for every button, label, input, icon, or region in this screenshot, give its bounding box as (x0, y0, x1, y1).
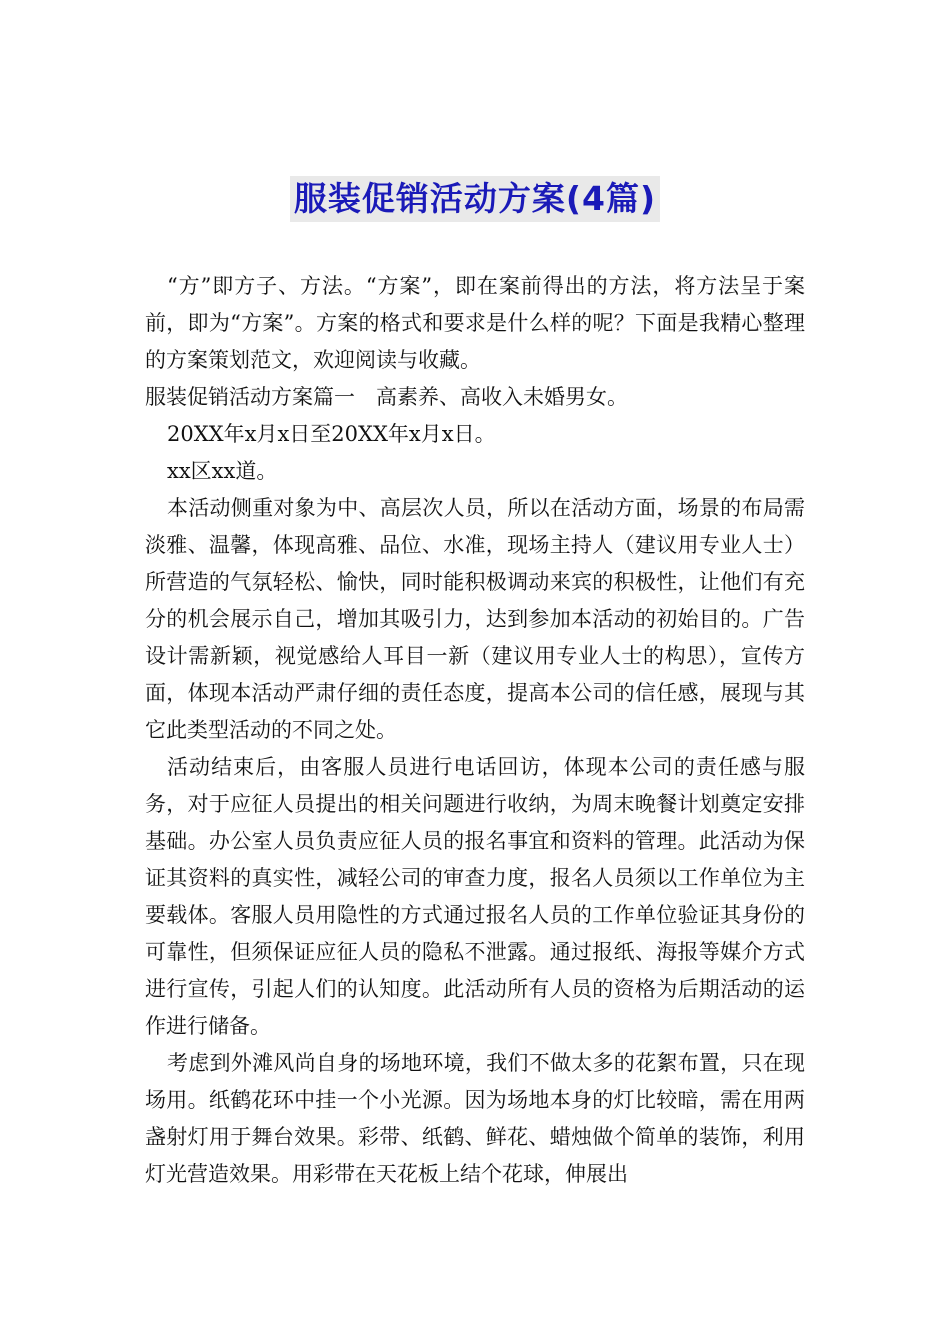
document-title: 服装促销活动方案(4篇) (290, 176, 660, 222)
follow-up-paragraph: 活动结束后，由客服人员进行电话回访，体现本公司的责任感与服务，对于应征人员提出的相关问题进行收纳，为周末晚餐计划奠定安排基础。办公室人员负责应征人员的报名事宜和资料的管理。此活动为保证其资料的真实性，减轻公司的审查力度，报名人员须以工作单位为主要载体。客服人员用隐性的方式通过报名人员的工作单位验证其身份的可靠性，但须保证应征人员的隐私不泄露。通过报纸、海报等媒介方式进行宣传，引起人们的认知度。此活动所有人员的资格为后期活动的运作进行储备。 (145, 755, 805, 1038)
location-paragraph: xx区xx道。 (167, 459, 278, 483)
section-heading-paragraph: 服装促销活动方案篇一 高素养、高收入未婚男女。 (145, 385, 628, 409)
title-container (0, 176, 950, 222)
date-paragraph: 20XX年x月x日至20XX年x月x日。 (167, 422, 496, 446)
document-body (145, 268, 805, 1193)
venue-decoration-paragraph: 考虑到外滩风尚自身的场地环境，我们不做太多的花絮布置，只在现场用。纸鹤花环中挂一个小光源。因为场地本身的灯比较暗，需在用两盏射灯用于舞台效果。彩带、纸鹤、鲜花、蜡烛做个简单的装饰，利用灯光营造效果。用彩带在天花板上结个花球，伸展出 (145, 1051, 805, 1186)
intro-paragraph: “方”即方子、方法。“方案”，即在案前得出的方法，将方法呈于案前，即为“方案”。方案的格式和要求是什么样的呢？下面是我精心整理的方案策划范文，欢迎阅读与收藏。 (145, 274, 805, 372)
activity-focus-paragraph: 本活动侧重对象为中、高层次人员，所以在活动方面，场景的布局需淡雅、温馨，体现高雅、品位、水准，现场主持人（建议用专业人士）所营造的气氛轻松、愉快，同时能积极调动来宾的积极性，让他们有充分的机会展示自己，增加其吸引力，达到参加本活动的初始目的。广告设计需新颖，视觉感给人耳目一新（建议用专业人士的构思），宣传方面，体现本活动严肃仔细的责任态度，提高本公司的信任感，展现与其它此类型活动的不同之处。 (145, 496, 805, 742)
